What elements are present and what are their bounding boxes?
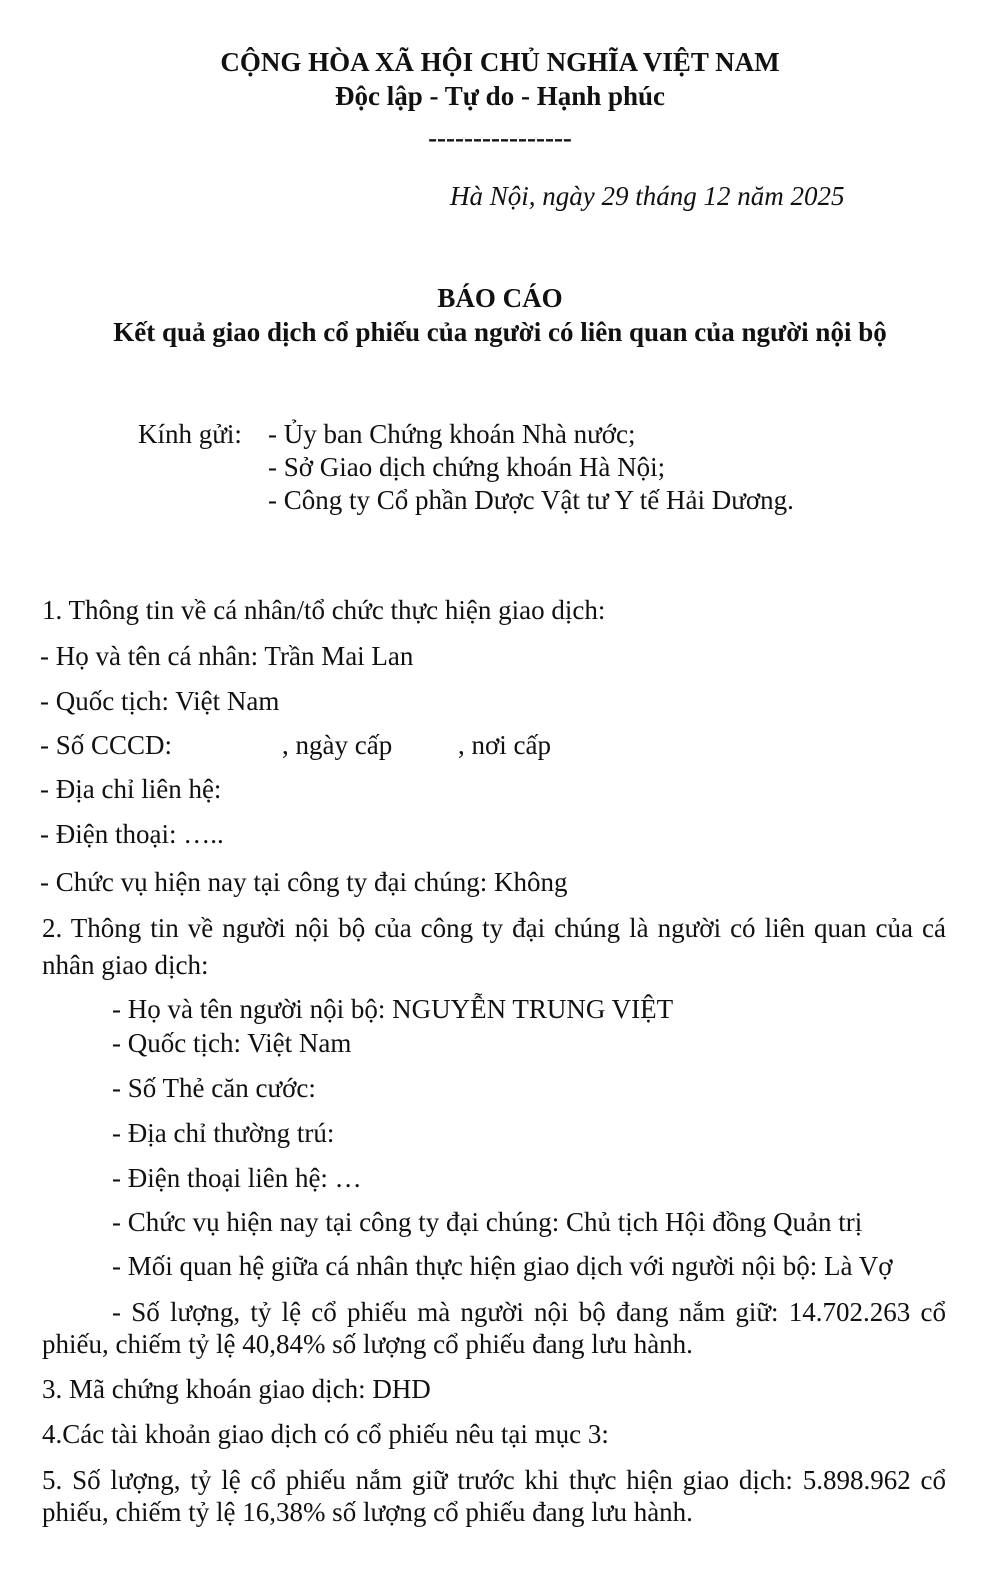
insider-position: - Chức vụ hiện nay tại công ty đại chúng: Chủ tịch Hội đồng Quản trị	[112, 1207, 863, 1237]
section-3-ticker: 3. Mã chứng khoán giao dịch: DHD	[42, 1374, 431, 1404]
section-1-heading: 1. Thông tin về cá nhân/tổ chức thực hiện giao dịch:	[42, 595, 606, 625]
insider-address: - Địa chỉ thường trú:	[112, 1118, 335, 1148]
recipient-item: - Ủy ban Chứng khoán Nhà nước;	[268, 419, 636, 449]
insider-nationality: - Quốc tịch: Việt Nam	[112, 1028, 352, 1058]
insider-holding-line-2: phiếu, chiếm tỷ lệ 40,84% số lượng cổ phiếu đang lưu hành.	[42, 1329, 693, 1359]
section-4-accounts: 4.Các tài khoản giao dịch có cổ phiếu nêu tại mục 3:	[42, 1419, 609, 1449]
id-number-label: - Số CCCD:	[40, 730, 173, 760]
insider-name: - Họ và tên người nội bộ: NGUYỄN TRUNG VIỆT	[112, 994, 674, 1024]
section-5-line-1: 5. Số lượng, tỷ lệ cổ phiếu nắm giữ trước khi thực hiện giao dịch: 5.898.962 cổ	[42, 1465, 946, 1495]
recipients-label: Kính gửi:	[138, 419, 242, 449]
id-issue-place-label: , nơi cấp	[458, 730, 551, 760]
header-separator: ----------------	[428, 123, 572, 153]
section-2-heading-line-2: nhân giao dịch:	[42, 950, 209, 980]
individual-phone: - Điện thoại: …..	[40, 819, 224, 849]
national-motto: Độc lập - Tự do - Hạnh phúc	[334, 81, 666, 111]
country-name: CỘNG HÒA XÃ HỘI CHỦ NGHĨA VIỆT NAM	[220, 47, 780, 77]
insider-phone: - Điện thoại liên hệ: …	[112, 1163, 362, 1193]
contact-address: - Địa chỉ liên hệ:	[40, 774, 222, 804]
insider-holding-line-1: - Số lượng, tỷ lệ cổ phiếu mà người nội bộ đang nắm giữ: 14.702.263 cổ	[112, 1297, 946, 1327]
individual-nationality: - Quốc tịch: Việt Nam	[40, 686, 280, 716]
insider-id-card: - Số Thẻ căn cước:	[112, 1073, 316, 1103]
individual-name: - Họ và tên cá nhân: Trần Mai Lan	[40, 641, 414, 671]
place-date: Hà Nội, ngày 29 tháng 12 năm 2025	[450, 181, 845, 211]
report-title: BÁO CÁO	[437, 283, 563, 313]
report-subtitle: Kết quả giao dịch cổ phiếu của người có liên quan của người nội bộ	[113, 317, 887, 347]
recipient-item: - Sở Giao dịch chứng khoán Hà Nội;	[268, 452, 666, 482]
section-2-heading-line-1: 2. Thông tin về người nội bộ của công ty đại chúng là người có liên quan của cá	[42, 913, 946, 943]
id-issue-date-label: , ngày cấp	[282, 730, 393, 760]
recipient-item: - Công ty Cổ phần Dược Vật tư Y tế Hải Dương.	[268, 485, 794, 515]
relationship: - Mối quan hệ giữa cá nhân thực hiện giao dịch với người nội bộ: Là Vợ	[112, 1251, 893, 1281]
section-5-line-2: phiếu, chiếm tỷ lệ 16,38% số lượng cổ phiếu đang lưu hành.	[42, 1497, 693, 1527]
individual-position: - Chức vụ hiện nay tại công ty đại chúng: Không	[40, 867, 568, 897]
